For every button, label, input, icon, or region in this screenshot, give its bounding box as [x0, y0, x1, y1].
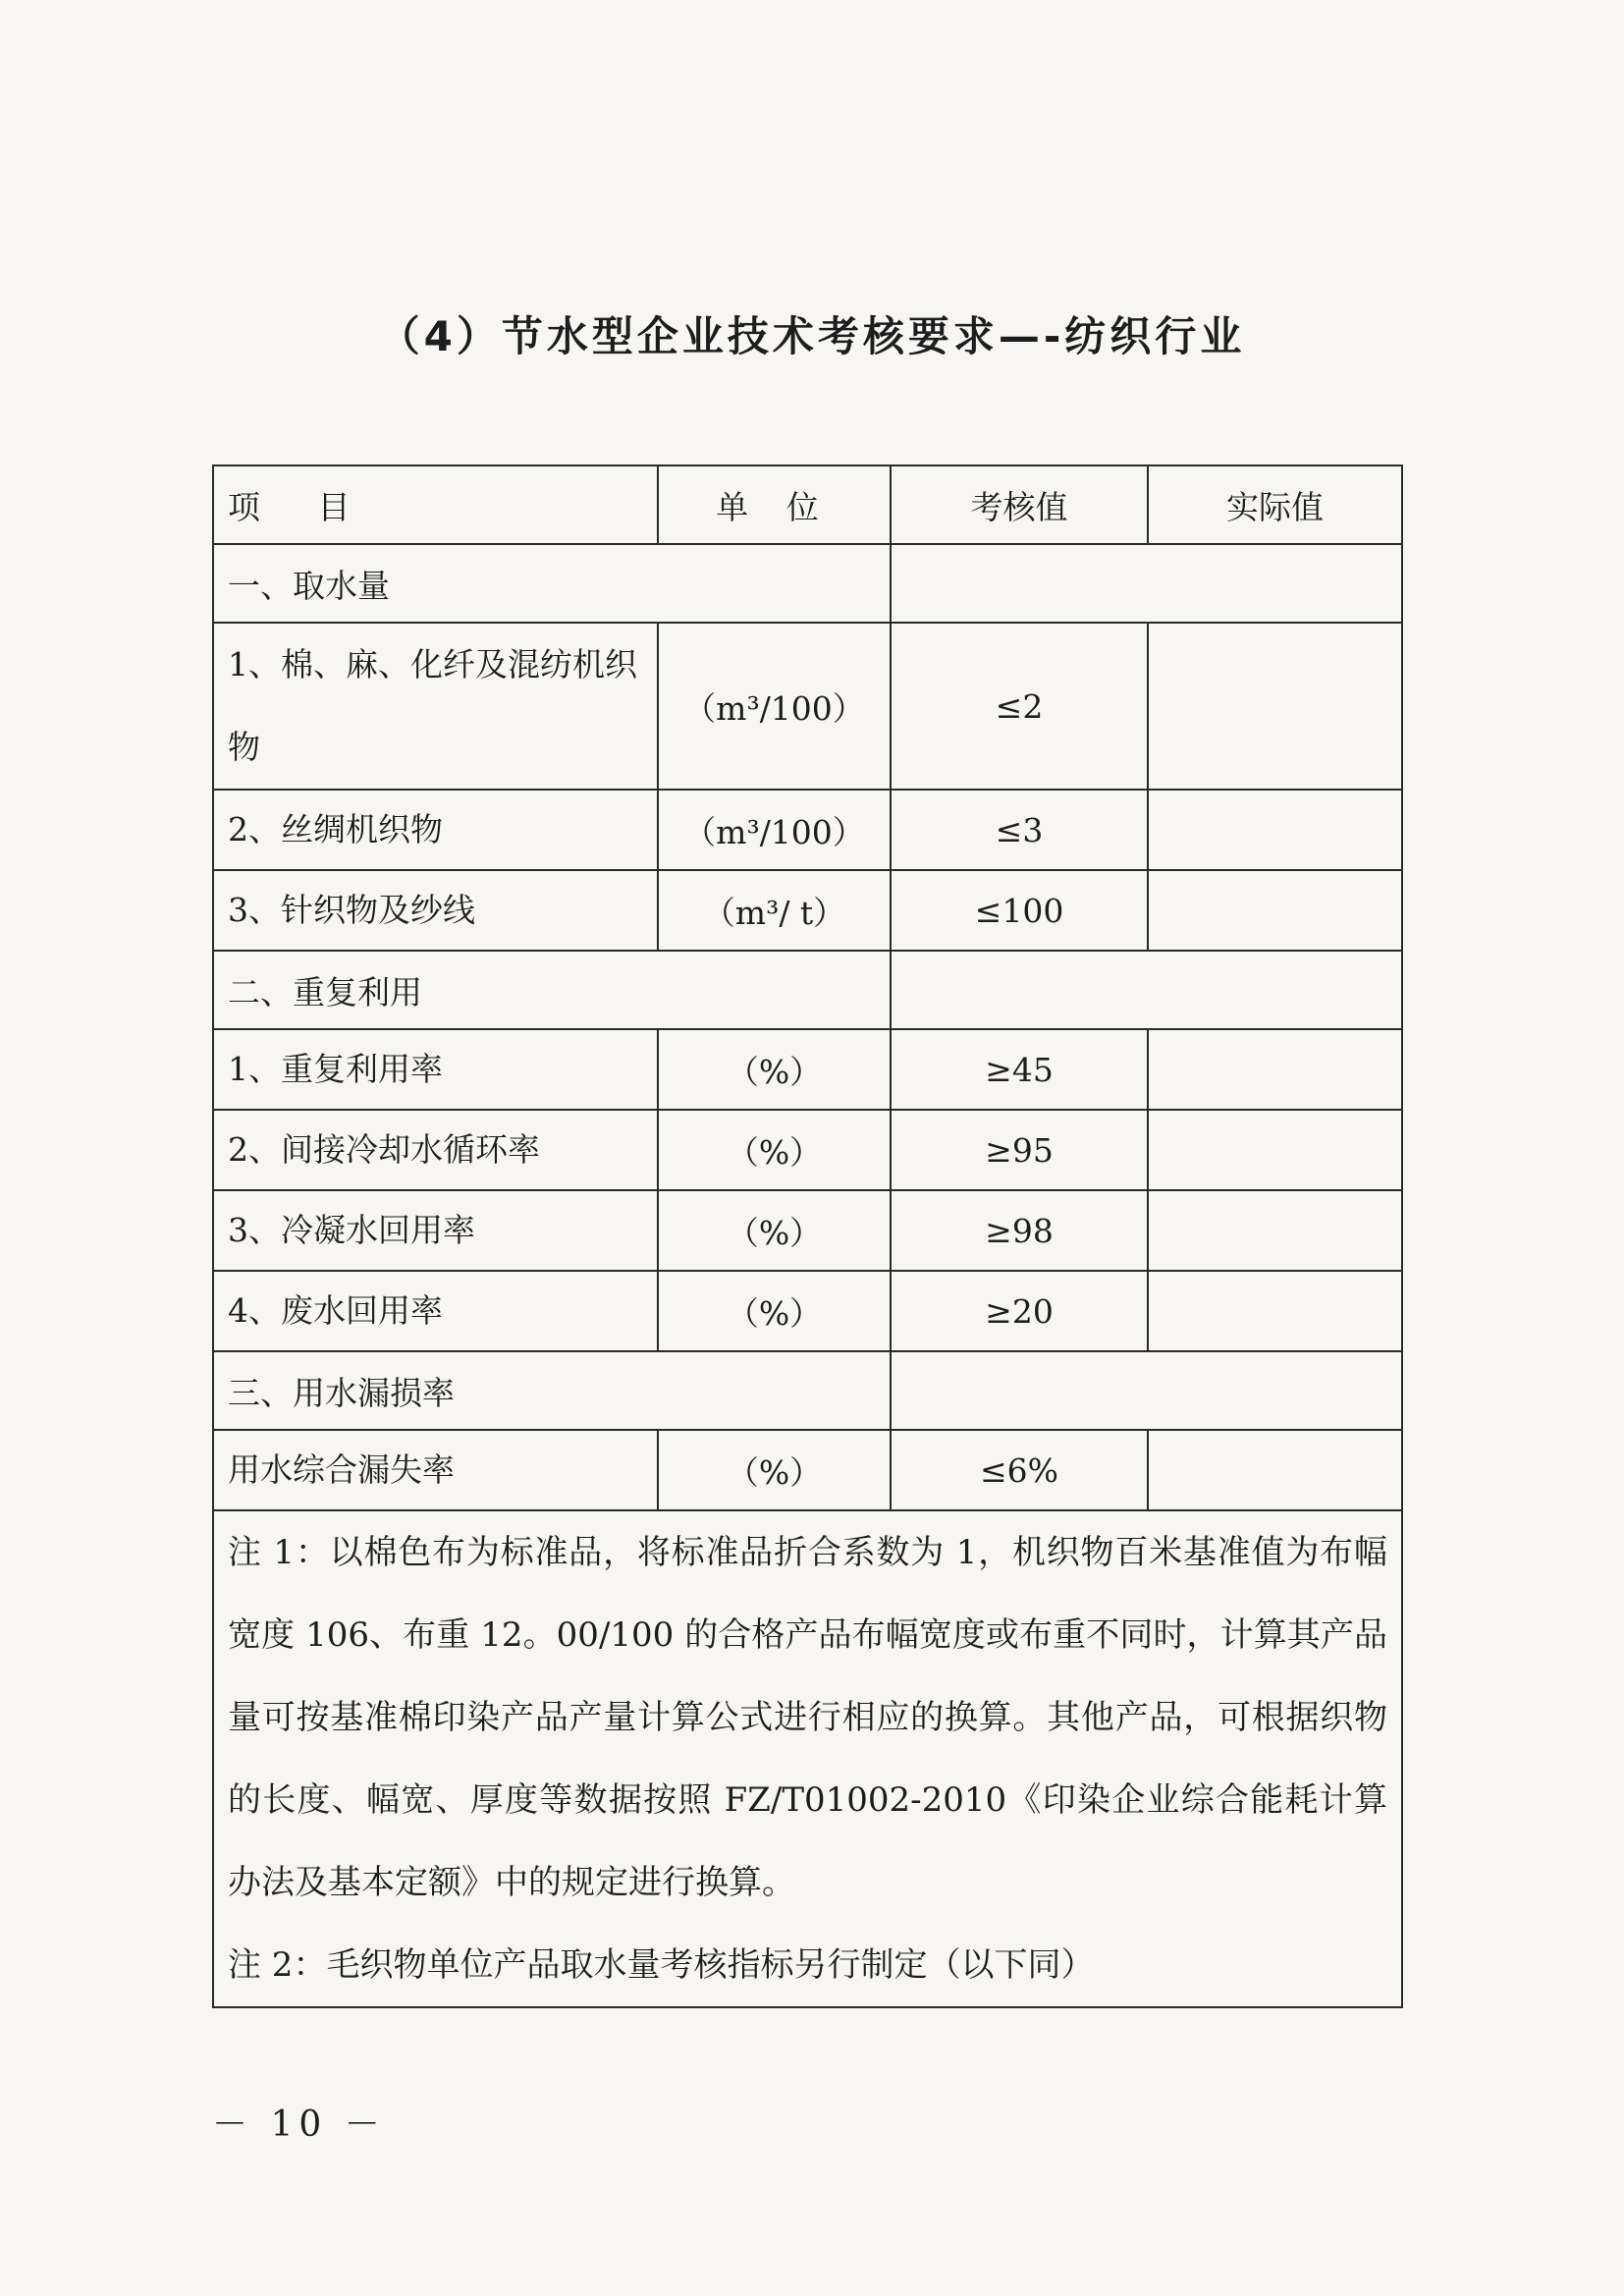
row-unit: （%） [658, 1271, 891, 1351]
row-target: ≤100 [891, 870, 1148, 951]
row-target: ≥45 [891, 1029, 1148, 1110]
section-row [213, 951, 1402, 1029]
row-target: ≥95 [891, 1110, 1148, 1190]
table-header-row [213, 465, 1402, 544]
row-actual [1148, 623, 1402, 790]
table-row [213, 1271, 1402, 1351]
row-item: 1、棉、麻、化纤及混纺机织物 [213, 623, 658, 790]
section-filler [891, 1351, 1402, 1430]
row-unit: （%） [658, 1190, 891, 1271]
notes-cell [213, 1510, 1402, 2007]
row-unit: （m³/ t） [658, 870, 891, 951]
note-1: 注 1：以棉色布为标准品，将标准品折合系数为 1，机织物百米基准值为布幅宽度 106、布重 12。00/100 的合格产品布幅宽度或布重不同时，计算其产品量可按基准棉印染产品产量计算公式进行相应的换算。其他产品，可根据织物的长度、幅宽、厚度等数据按照 FZ/T01002-2010《印染企业综合能耗计算办法及基本定额》中的规定进行换算。 [228, 1533, 1387, 1902]
section-row [213, 544, 1402, 623]
row-target: ≥20 [891, 1271, 1148, 1351]
table-row [213, 790, 1402, 870]
row-unit: （%） [658, 1430, 891, 1510]
table-row [213, 1190, 1402, 1271]
table-row [213, 1110, 1402, 1190]
row-actual [1148, 790, 1402, 870]
section-heading: 一、取水量 [213, 544, 891, 623]
section-filler [891, 951, 1402, 1029]
row-target: ≤3 [891, 790, 1148, 870]
row-unit: （%） [658, 1029, 891, 1110]
header-item: 项 目 [213, 465, 658, 544]
note-2: 注 2：毛织物单位产品取水量考核指标另行制定（以下同） [228, 1945, 1095, 1985]
row-item: 2、丝绸机织物 [213, 790, 658, 870]
table-row [213, 1029, 1402, 1110]
row-item: 2、间接冷却水循环率 [213, 1110, 658, 1190]
row-unit: （m³/100） [658, 623, 891, 790]
row-actual [1148, 1430, 1402, 1510]
row-unit: （m³/100） [658, 790, 891, 870]
table-row [213, 623, 1402, 790]
row-item: 1、重复利用率 [213, 1029, 658, 1110]
page-number: － 10 － [212, 2105, 386, 2145]
row-item: 3、针织物及纱线 [213, 870, 658, 951]
page-title: （4）节水型企业技术考核要求—-纺织行业 [378, 312, 1246, 360]
row-actual [1148, 1110, 1402, 1190]
header-target: 考核值 [891, 465, 1148, 544]
row-actual [1148, 870, 1402, 951]
section-heading: 二、重复利用 [213, 951, 891, 1029]
row-target: ≤2 [891, 623, 1148, 790]
section-row [213, 1351, 1402, 1430]
table-row [213, 1430, 1402, 1510]
row-item: 用水综合漏失率 [213, 1430, 658, 1510]
requirements-table [212, 465, 1403, 2008]
row-item: 3、冷凝水回用率 [213, 1190, 658, 1271]
row-unit: （%） [658, 1110, 891, 1190]
row-target: ≥98 [891, 1190, 1148, 1271]
notes-row [213, 1510, 1402, 2007]
row-target: ≤6% [891, 1430, 1148, 1510]
header-actual: 实际值 [1148, 465, 1402, 544]
section-heading: 三、用水漏损率 [213, 1351, 891, 1430]
section-filler [891, 544, 1402, 623]
row-actual [1148, 1190, 1402, 1271]
table-row [213, 870, 1402, 951]
header-unit: 单 位 [658, 465, 891, 544]
row-actual [1148, 1271, 1402, 1351]
row-item: 4、废水回用率 [213, 1271, 658, 1351]
row-actual [1148, 1029, 1402, 1110]
